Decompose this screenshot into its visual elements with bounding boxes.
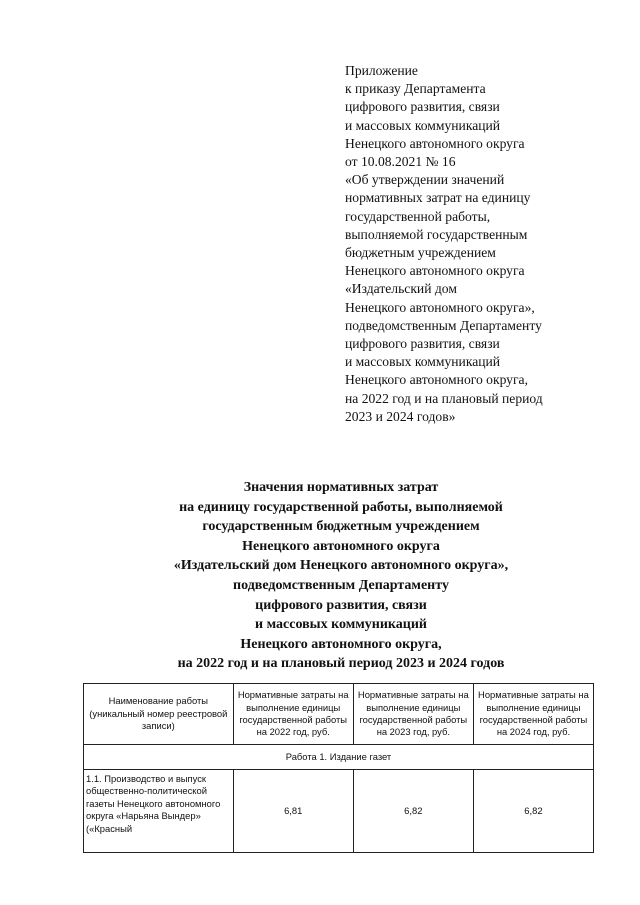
title-line: Ненецкого автономного округа, [240, 636, 442, 652]
title-line: на 2022 год и на плановый период 2023 и 2024 годов [177, 656, 505, 672]
appendix-line: Ненецкого автономного округа, [345, 372, 528, 388]
table-header-row [84, 684, 594, 745]
appendix-line: «Об утверждении значений [345, 172, 505, 188]
appendix-line: Ненецкого автономного округа [345, 263, 525, 279]
appendix-line: и массовых коммуникаций [345, 117, 501, 133]
cost-2022-cell: 6,81 [233, 770, 353, 853]
appendix-line: государственной работы, [345, 208, 491, 224]
title-line: «Издательский дом Ненецкого автономного округа», [173, 558, 509, 574]
table-row [84, 770, 594, 853]
title-line: цифрового развития, связи [255, 597, 427, 613]
appendix-line: бюджетным учреждением [345, 245, 496, 261]
appendix-line: 2023 и 2024 годов» [345, 408, 456, 424]
section-row [84, 745, 594, 770]
header-cost-2022: Нормативные затраты на выполнение единицы государственной работы на 2022 год, руб. [233, 684, 353, 745]
appendix-line: на 2022 год и на плановый период [345, 390, 543, 406]
appendix-line: цифрового развития, связи [345, 99, 500, 115]
appendix-line: выполняемой государственным [345, 226, 528, 242]
appendix-line: к приказу Департамента [345, 81, 486, 97]
header-work-name: Наименование работы (уникальный номер реестровой записи) [84, 684, 234, 745]
appendix-line: от 10.08.2021 № 16 [345, 154, 456, 170]
header-cost-2024: Нормативные затраты на выполнение единицы государственной работы на 2024 год, руб. [473, 684, 593, 745]
appendix-line: Ненецкого автономного округа», [345, 299, 535, 315]
title-line: Значения нормативных затрат [243, 480, 439, 495]
header-cost-2023: Нормативные затраты на выполнение единицы государственной работы на 2023 год, руб. [353, 684, 473, 745]
title-line: на единицу государственной работы, выполняемой [179, 499, 503, 515]
appendix-line: подведомственным Департаменту [345, 317, 542, 333]
appendix-line: «Издательский дом [345, 281, 457, 297]
appendix-line: Приложение [345, 63, 418, 78]
appendix-line: Ненецкого автономного округа [345, 135, 525, 151]
appendix-block [345, 62, 630, 426]
cost-2023-cell: 6,82 [353, 770, 473, 853]
cost-table [83, 683, 594, 853]
cost-2024-cell: 6,82 [473, 770, 593, 853]
title-line: Ненецкого автономного округа [242, 538, 440, 554]
title-line: подведомственным Департаменту [233, 577, 449, 593]
appendix-line: и массовых коммуникаций [345, 354, 501, 370]
section-title: Работа 1. Издание газет [84, 745, 594, 770]
appendix-line: нормативных затрат на единицу [345, 190, 531, 206]
document-title [80, 478, 602, 674]
title-line: государственным бюджетным учреждением [202, 519, 480, 535]
title-line: и массовых коммуникаций [255, 617, 427, 633]
appendix-line: цифрового развития, связи [345, 336, 500, 352]
work-name-cell: 1.1. Производство и выпуск общественно-политической газеты Ненецкого автономного округа «Нарьяна Вындер» («Красный [84, 770, 234, 853]
